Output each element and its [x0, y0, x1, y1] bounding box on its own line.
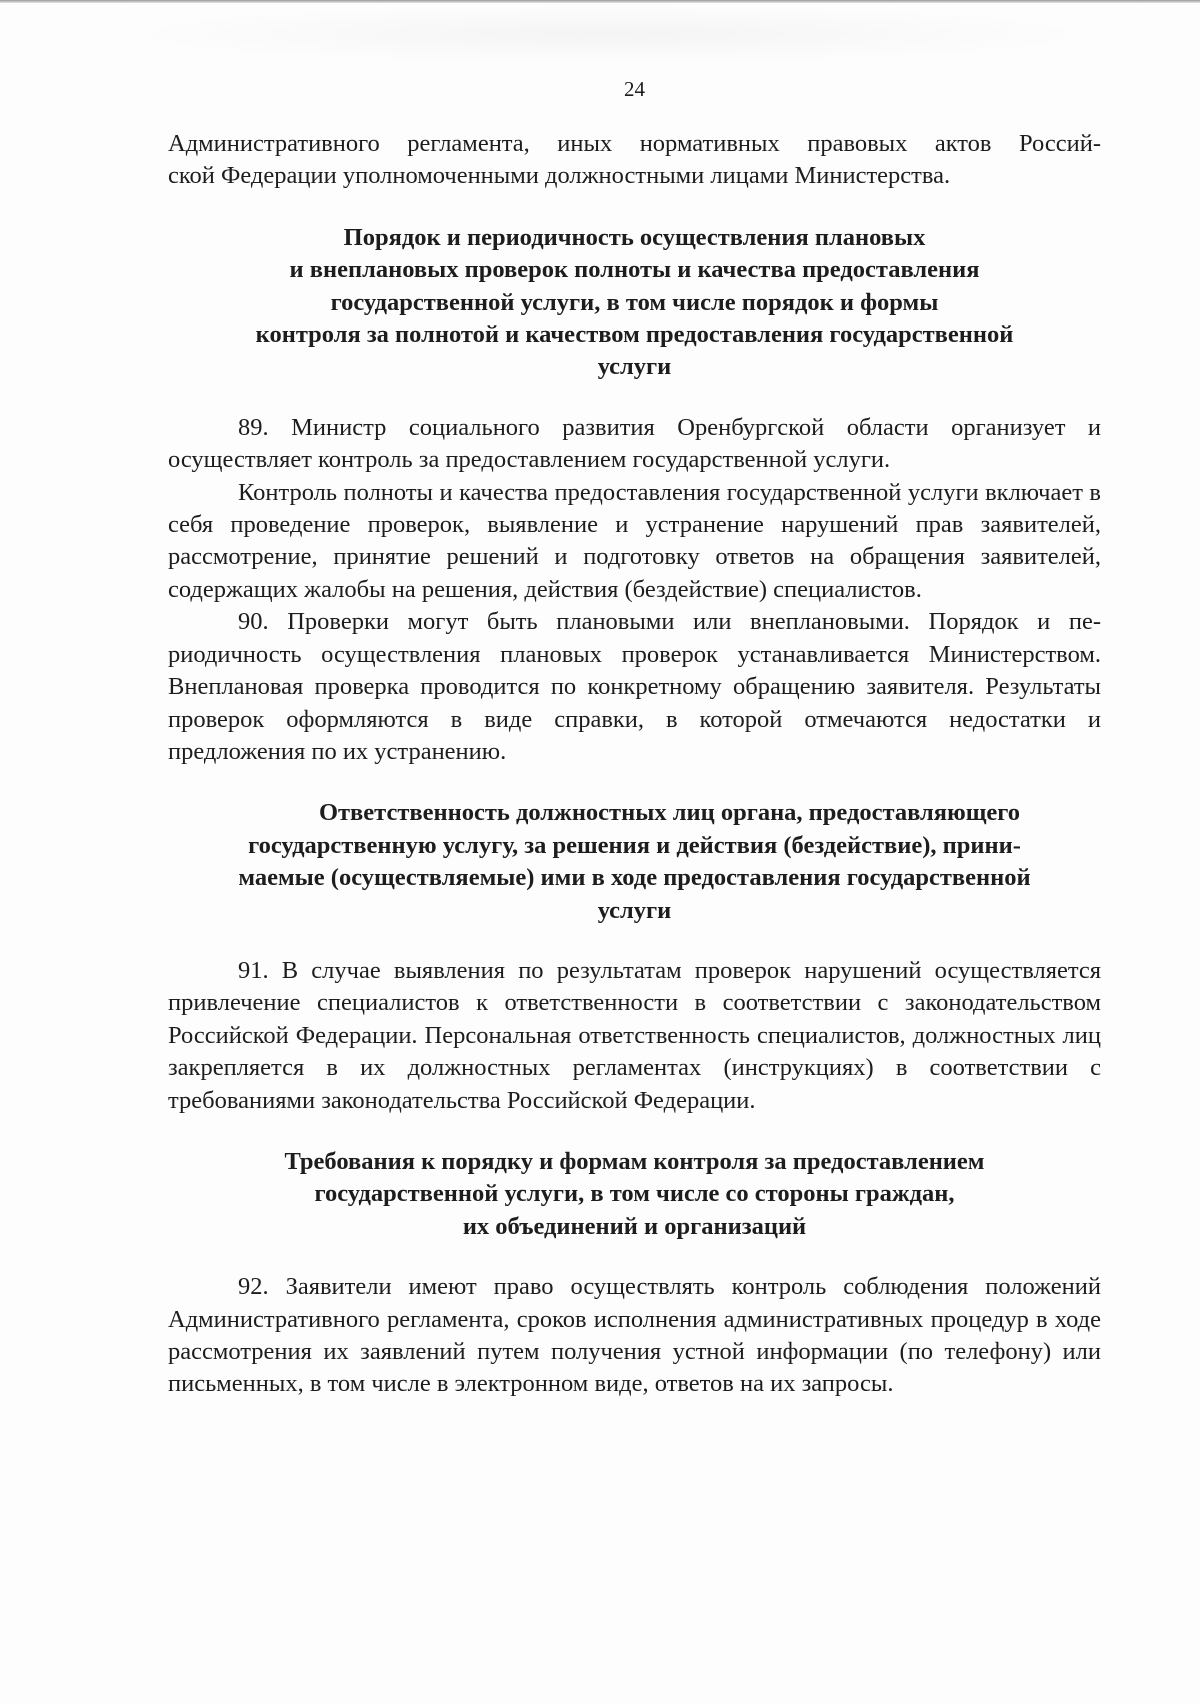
section-heading-responsibility — [168, 797, 1101, 927]
section-heading-inspections — [168, 222, 1101, 384]
intro-line: Административного регламента, иных нормативных правовых актов Россий- — [168, 130, 1101, 157]
scan-top-edge — [0, 0, 1200, 3]
heading-line: контроля за полнотой и качеством предоставления государственной — [255, 321, 1014, 349]
paragraph-90: 90. Проверки могут быть плановыми или внеплановыми. Порядок и периодичность осуществления плановых проверок устанавливается Министерством. Внеплановая проверка проводится по конкретному обращению заявителя. Результаты проверок оформляются в виде справки, в которой отмечаются недостатки и предложения по их устранению. — [168, 608, 1101, 765]
paragraph-89: 89. Министр социального развития Оренбургской области организует и осуществляет контроль за предоставлением государственной услуги. — [168, 413, 1101, 474]
heading-line: Ответственность должностных лиц органа, предоставляющего — [318, 799, 1021, 827]
page-number: 24 — [624, 77, 645, 101]
heading-line: услуги — [597, 896, 672, 924]
heading-line: государственной услуги, в том числе со стороны граждан, — [314, 1180, 955, 1208]
heading-line: услуги — [597, 353, 672, 381]
heading-line: Требования к порядку и формам контроля за предоставлением — [284, 1147, 985, 1175]
heading-line: их объединений и организаций — [462, 1212, 807, 1240]
intro-line: ской Федерации уполномоченными должностными лицами Министерства. — [168, 162, 951, 190]
scan-shadow — [120, 4, 1100, 64]
heading-line: Порядок и периодичность осуществления плановых — [343, 223, 926, 251]
heading-line: государственной услуги, в том числе порядок и формы — [330, 288, 939, 316]
intro-paragraph — [168, 128, 1101, 193]
heading-line: маемые (осуществляемые) ими в ходе предоставления государственной — [238, 864, 1031, 892]
paragraph-control-scope: Контроль полноты и качества предоставления государственной услуги включает в себя проведение проверок, выявление и устранение нарушений прав заявителей, рассмотрение, принятие решений и подготовку ответов на обращения заявителей, содержащих жалобы на решения, действия (бездействие) специалистов. — [168, 478, 1101, 603]
page-content — [168, 74, 1101, 1401]
section-heading-requirements — [168, 1146, 1101, 1243]
heading-line: и внеплановых проверок полноты и качества предоставления — [289, 256, 980, 284]
paragraph-92: 92. Заявители имеют право осуществлять контроль соблюдения положений Административного регламента, сроков исполнения административных процедур в ходе рассмотрения их заявлений путем получения устной информации (по телефону) или письменных, в том числе в электронном виде, ответов на их запросы. — [168, 1273, 1101, 1398]
paragraph-91: 91. В случае выявления по результатам проверок нарушений осуществляется привлечение специалистов к ответственности в соответствии с законодательством Российской Федерации. Персональная ответственность специалистов, должностных лиц закрепляется в их должностных регламентах (инструкциях) в соответствии с требованиями законодательства Российской Федерации. — [168, 956, 1101, 1114]
heading-line: государственную услугу, за решения и действия (бездействие), прини- — [248, 831, 1021, 859]
